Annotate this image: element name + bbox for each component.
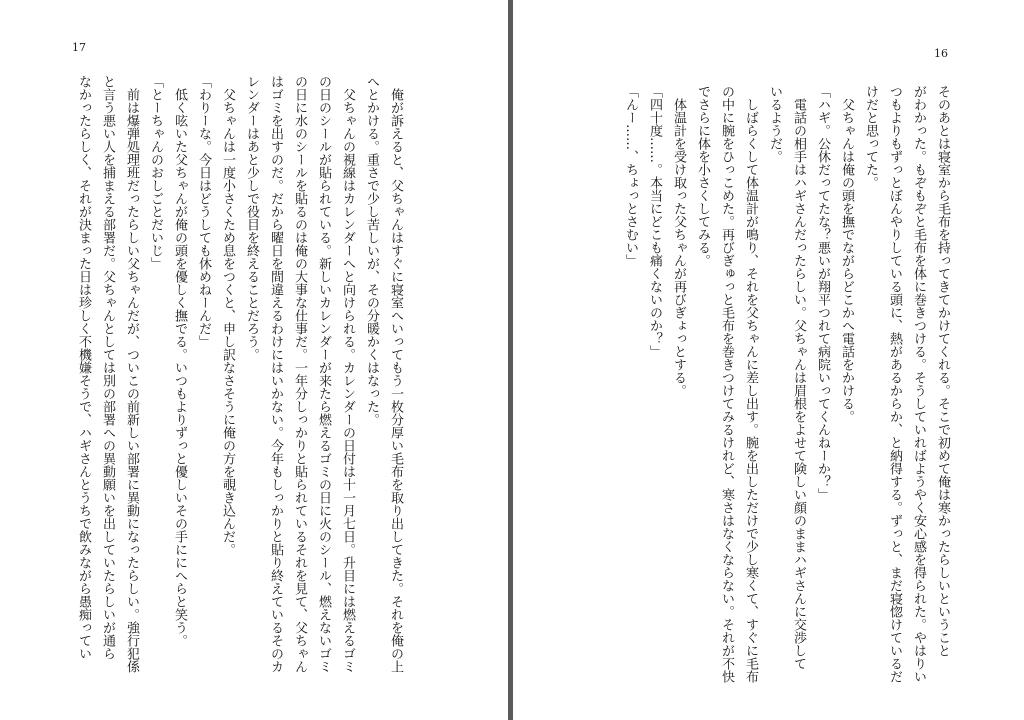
text-line: 父ちゃんは一度小さくため息をつくと、申し訳なさそうに俺の方を覗き込んだ。 — [220, 75, 235, 556]
text-line: の中に腕をひっこめた。再びぎゅっと毛布を巻きつけてみるけれど、寒さはなくならない。それが不快 — [719, 85, 734, 683]
text-line: の日のシールが貼られている。新しいカレンダーが来たら燃えるゴミの日に火のシール、燃えないゴミ — [316, 75, 331, 673]
page-number: 16 — [934, 47, 948, 60]
text-line: 父ちゃんの視線はカレンダーへと向けられる。カレンダーの日付は十一月七日。升目には燃えるゴミ — [340, 75, 355, 673]
page-body-text — [71, 75, 407, 687]
text-line: はゴミを出すのだ。だから曜日を間違えるわけにはいかない。今年もしっかりと貼り終えているそのカ — [268, 75, 283, 673]
text-line: 父ちゃんは俺の頭を撫でながらどこかへ電話をかける。 — [839, 85, 854, 423]
text-line: 「四十度……。本当にどこも痛くないのか？」 — [647, 85, 662, 358]
text-line: しばらくして体温計が鳴り、それを父ちゃんに差し出す。腕を出しただけで少し寒くて、すぐに毛布 — [743, 85, 758, 683]
text-line: がわかった。もぞもぞと毛布を体に巻きつける。そうしていればようやく安心感を得られた。やはりい — [911, 85, 926, 683]
right-page — [514, 0, 1024, 720]
text-line: と言う悪い人を捕まえる部署だ。父ちゃんとしては別の部署への異動願いを出していたらしいが通ら — [100, 75, 115, 660]
text-line: そのあとは寝室から毛布を持ってきてかけてくれる。そこで初めて俺は寒かったらしいということ — [935, 85, 950, 657]
text-line: 体温計を受け取った父ちゃんが再びぎょっとする。 — [671, 85, 686, 397]
text-line: 「ハギ。公休だってたな？悪いが翔平つれて病院いってくんねーか？」 — [815, 85, 830, 501]
text-line: レンダーはあと少しで役目を終えることだろう。 — [244, 75, 259, 361]
text-line: 「んー……、ちょっとさむい」 — [623, 85, 638, 267]
text-line: 「わりーな。今日はどうしても休めねーんだ」 — [196, 75, 211, 348]
text-line: 俺が訴えると、父ちゃんはすぐに寝室へいってもう一枚分厚い毛布を取り出してきた。それを俺の上 — [388, 75, 403, 673]
text-line: の日に水のシールを貼るのは俺の大事な仕事だ。一年分しっかりと貼られているそれを見て、父ちゃん — [292, 75, 307, 673]
page-gutter-divider — [508, 0, 513, 720]
left-page — [0, 0, 508, 720]
text-line: けだと思ってた。 — [863, 85, 878, 189]
text-line: 電話の相手はハギさんだったらしい。父ちゃんは眉根をよせて険しい顔のままハギさんに交渉して — [791, 85, 806, 670]
text-line: つもよりもずっとぼんやりしている頭に、熱があるからか、と納得する。ずっと、まだ寝惚けているだ — [887, 85, 902, 683]
page-number: 17 — [72, 41, 86, 54]
text-line: 前は爆弾処理班だったらしい父ちゃんだが、ついこの前新しい部署に異動になったらしい。強行犯係 — [124, 75, 139, 673]
text-line: でさらに体を小さくしてみる。 — [695, 85, 710, 267]
page-body-text — [618, 85, 954, 687]
text-line: なかったらしく、それが決まった日は珍しく不機嫌そうで、ハギさんとうちで飲みながら愚痴ってい — [76, 75, 91, 660]
text-line: へとかける。重さで少し苦しいが、その分暖かくはなった。 — [364, 75, 379, 426]
text-line: 「とーちゃんのおしごとだいじ」 — [148, 75, 163, 270]
text-line: いるようだ。 — [767, 85, 782, 163]
text-line: 低く呟いた父ちゃんが俺の頭を優しく撫でる。いつもよりずっと優しいその手ににへらと笑う。 — [172, 75, 187, 647]
